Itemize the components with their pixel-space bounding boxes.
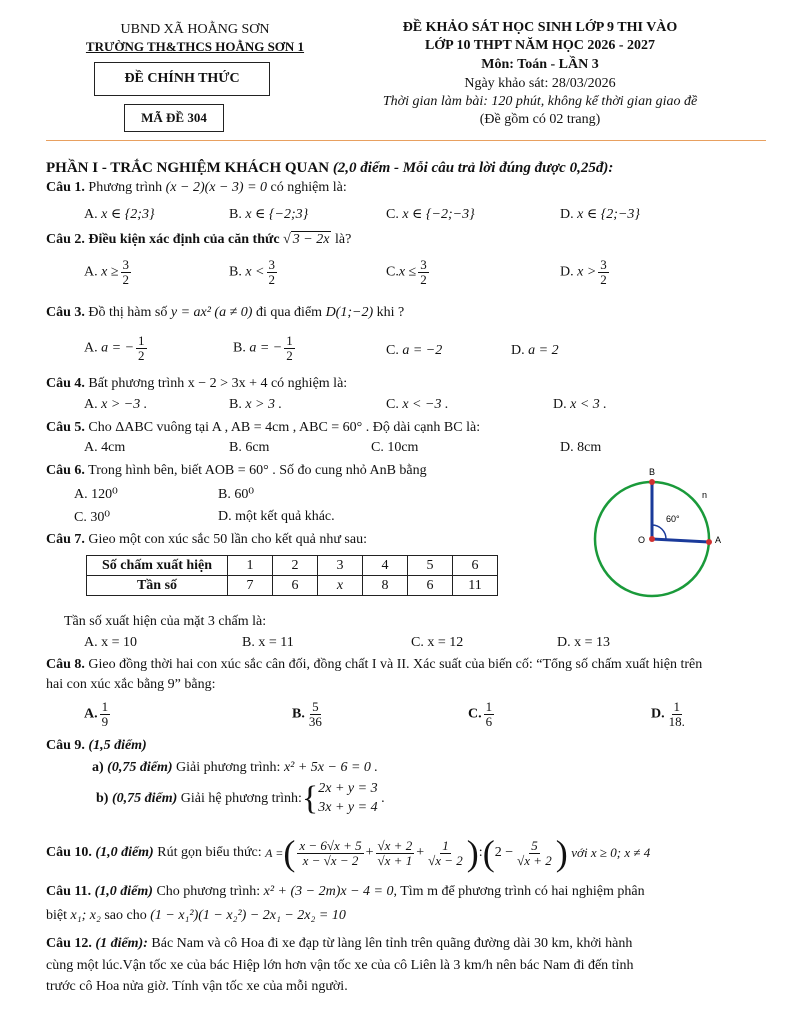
q1-a-value: x ∈ {2;3}: [101, 207, 155, 222]
q10-f4-num: 5: [531, 837, 538, 853]
q9-label: Câu 9.: [46, 738, 85, 753]
q10-two: 2 −: [494, 845, 514, 860]
q10-divide: :: [478, 845, 483, 860]
question-11-line2: [46, 908, 346, 924]
q3-b-num: 1: [286, 333, 293, 348]
q5-option-d[interactable]: D. 8cm: [560, 440, 602, 455]
q9a-label: a): [92, 760, 104, 775]
q11-line2: biệt: [46, 908, 67, 923]
q2-b-label: B.: [229, 264, 242, 280]
q8-option-a[interactable]: [84, 700, 112, 728]
q4-d-label: D.: [553, 397, 567, 412]
q3-c-label: C.: [386, 343, 399, 358]
q8-label: Câu 8.: [46, 657, 85, 672]
q7-text: Gieo một con xúc sắc 50 lần cho kết quả như sau:: [88, 532, 367, 547]
table-cell: x: [318, 576, 363, 596]
q7-ask: Tần số xuất hiện của mặt 3 chấm là:: [64, 614, 267, 629]
q2-d-num: 3: [600, 257, 607, 272]
q7-label: Câu 7.: [46, 532, 85, 547]
q2-c-num: 3: [420, 257, 427, 272]
q11-mid: sao cho: [104, 908, 147, 923]
q10-expr-name: A =: [265, 845, 284, 860]
question-10: Câu 10. (1,0 điểm) Rút gọn biểu thức: A = ( $\frac{x - 6√x + 5}{x - √x - 2}$ + $\frac{√x + 2}{√x + 1}$ + $\frac{1}{√x - 2}$ ) : ( 2 − $\frac{5}{√x + 2}$ ) với x ≥ 0; x ≠ 4: [46, 833, 651, 873]
q9b-text: Giải hệ phương trình:: [180, 790, 302, 806]
q3-d-label: D.: [511, 343, 525, 358]
q9a-text: Giải phương trình:: [176, 760, 281, 775]
header-divider: [46, 140, 766, 141]
q2-d-label: D.: [560, 264, 574, 280]
q3-b-value: a = −: [249, 340, 283, 356]
question-7: [46, 532, 367, 548]
q3-option-b[interactable]: [233, 334, 297, 362]
question-11: [46, 884, 645, 900]
q9-score: (1,5 điểm): [88, 738, 147, 753]
table-cell: 11: [453, 576, 498, 596]
q1-equation: (x − 2)(x − 3) = 0: [165, 180, 268, 195]
table-row: [87, 556, 498, 576]
q6-option-a[interactable]: A. 120⁰: [74, 487, 118, 502]
question-9: [46, 738, 147, 754]
school-district: UBND XÃ HOẰNG SƠN: [120, 22, 270, 37]
system-equations: [318, 780, 377, 818]
exam-title-1: ĐỀ KHẢO SÁT HỌC SINH LỚP 9 THI VÀO: [402, 20, 678, 35]
q8-b-num: 5: [312, 699, 319, 714]
q8-b-den: 36: [308, 713, 322, 729]
q8-d-den: 18.: [668, 713, 685, 729]
q8-b-label: B.: [292, 706, 305, 722]
circle-figure: [590, 460, 730, 620]
q3-option-c[interactable]: [386, 343, 442, 359]
q4-b-label: B.: [229, 397, 242, 412]
q1-option-b[interactable]: [229, 206, 308, 223]
q8-c-label: C.: [468, 706, 482, 722]
q2-text: Câu 2. Điều kiện xác định của căn thức: [46, 232, 280, 247]
paren-close: ): [466, 833, 479, 873]
table-cell: 6: [273, 576, 318, 596]
q4-a-label: A.: [84, 397, 98, 412]
q3-option-d[interactable]: [511, 343, 559, 359]
table-row: [87, 576, 498, 596]
part1-title: PHẦN I - TRẮC NGHIỆM KHÁCH QUAN: [46, 160, 330, 176]
q4-d-value: x < 3 .: [570, 397, 607, 412]
q1-b-label: B.: [229, 207, 242, 222]
q3-label: Câu 3.: [46, 305, 85, 320]
q11-condition: (1 − x₁²)(1 − x₂²) − 2x₁ − 2x₂ = 10: [150, 908, 346, 923]
q8-option-b[interactable]: [292, 700, 326, 728]
system-brace: {: [301, 779, 319, 817]
table-cell: 1: [228, 556, 273, 576]
q2-b-den: 2: [268, 271, 276, 287]
q2-a-value: x ≥: [101, 264, 119, 280]
q1-option-c[interactable]: [386, 206, 475, 223]
table-cell: 3: [318, 556, 363, 576]
q11-score: (1,0 điểm): [94, 884, 153, 899]
q8-option-c[interactable]: [468, 700, 496, 728]
q10-f2-num: √x + 2: [377, 837, 413, 853]
q1-c-value: x ∈ {−2;−3}: [402, 207, 475, 222]
q3-text: Đồ thị hàm số: [88, 305, 168, 320]
paren-open-2: (: [482, 833, 495, 873]
exam-subject: Môn: Toán - LẦN 3: [481, 57, 599, 72]
q8-c-den: 6: [485, 713, 493, 729]
system-eq-1: 2x + y = 3: [318, 781, 378, 796]
q2-c-label: C.: [386, 264, 399, 280]
point-o: [649, 536, 655, 542]
paren-close-2: ): [555, 833, 568, 873]
q10-f2-den: √x + 1: [377, 852, 413, 868]
q10-f1-den: x − √x − 2: [302, 852, 359, 868]
exam-code: MÃ ĐỀ 304: [124, 104, 224, 132]
q11-label: Câu 11.: [46, 884, 92, 899]
q2-c-value: x ≤: [398, 264, 417, 280]
q1-label: Câu 1.: [46, 180, 85, 195]
q2-d-den: 2: [600, 271, 607, 287]
q3-b-label: B.: [233, 340, 246, 356]
q12-label: Câu 12.: [46, 936, 92, 951]
label-b: B: [649, 467, 656, 477]
q2-option-a[interactable]: [84, 258, 133, 286]
label-angle: 60°: [666, 514, 680, 524]
q1-text: Phương trình: [88, 180, 163, 195]
q4-inequality: x − 2 > 3x + 4: [187, 376, 268, 391]
exam-date: Ngày khảo sát: 28/03/2026: [464, 76, 616, 91]
q2-tail: là?: [334, 232, 352, 247]
question-5: [46, 420, 480, 436]
label-a: A: [715, 535, 722, 545]
q10-text: Rút gọn biểu thức:: [157, 845, 262, 860]
q12-line3: trước cô Hoa nửa giờ. Tính vận tốc xe của mỗi người.: [46, 979, 348, 994]
label-n: n: [702, 490, 708, 500]
official-stamp: ĐỀ CHÍNH THỨC: [94, 62, 270, 96]
q1-a-label: A.: [84, 207, 98, 222]
q1-option-d[interactable]: [560, 206, 640, 223]
exam-pages: (Đề gồm có 02 trang): [479, 112, 601, 127]
question-12: [46, 936, 632, 952]
q6-option-b[interactable]: B. 60⁰: [218, 487, 254, 502]
q7-option-a[interactable]: A. x = 10: [84, 635, 138, 650]
q1-d-value: x ∈ {2;−3}: [577, 207, 641, 222]
q8-a-num: 1: [101, 699, 109, 714]
table-header-cell: Tần số: [87, 576, 228, 596]
q8-text-line2: hai con xúc xắc bằng 9” bằng:: [46, 677, 216, 692]
q3-point: D(1;−2): [325, 305, 374, 320]
exam-title-2: LỚP 10 THPT NĂM HỌC 2026 - 2027: [424, 38, 656, 53]
q2-a-label: A.: [84, 264, 98, 280]
q9a-score: (0,75 điểm): [107, 760, 173, 775]
question-2: Câu 2. Điều kiện xác định của căn thức √ 3 − 2x là?: [46, 232, 352, 247]
q3-mid: đi qua điểm: [255, 305, 323, 320]
paren-open: (: [283, 833, 296, 873]
point-b: [649, 479, 655, 485]
q8-d-num: 1: [673, 699, 680, 714]
q8-option-d[interactable]: [651, 700, 689, 728]
q11-text: Cho phương trình:: [156, 884, 261, 899]
q4-tail: có nghiệm là:: [270, 376, 348, 391]
q3-a-num: 1: [138, 333, 145, 348]
q3-b-den: 2: [286, 347, 293, 363]
q3-option-a[interactable]: [84, 334, 149, 362]
q1-tail: có nghiệm là:: [270, 180, 347, 195]
q3-c-value: a = −2: [402, 343, 443, 358]
q4-a-value: x > −3 .: [101, 397, 148, 412]
q12-line1: Bác Nam và cô Hoa đi xe đạp từ làng lên tỉnh trên quãng đường dài 30 km, khởi hành: [151, 936, 633, 951]
q3-a-value: a = −: [101, 340, 135, 356]
q4-label: Câu 4.: [46, 376, 85, 391]
q4-option-a[interactable]: [84, 397, 147, 413]
q7-option-c[interactable]: C. x = 12: [411, 635, 464, 650]
q12-line2: cùng một lúc.Vận tốc xe của bác Hiệp lớn hơn vận tốc xe của cô Liên là 3 km/h nên bác Nam đi đến tỉnh: [46, 958, 634, 973]
question-3: [46, 305, 404, 321]
q3-a-label: A.: [84, 340, 98, 356]
q2-a-num: 3: [122, 257, 130, 272]
q5-option-a[interactable]: A. 4cm: [84, 440, 126, 455]
table-header-cell: Số chấm xuất hiện: [87, 556, 228, 576]
q3-tail: khi ?: [376, 305, 405, 320]
q4-text: Bất phương trình: [88, 376, 185, 391]
table-cell: 6: [453, 556, 498, 576]
q2-a-den: 2: [122, 271, 130, 287]
label-o: O: [638, 535, 646, 545]
system-eq-2: 3x + y = 4: [318, 799, 378, 815]
part1-score: (2,0 điểm - Mỗi câu trả lời đúng được 0,25đ):: [332, 160, 614, 176]
q5-option-c[interactable]: C. 10cm: [371, 440, 419, 455]
q5-text: Cho ΔABC vuông tại A , AB = 4cm , ABC = 60° . Độ dài cạnh BC là:: [88, 420, 481, 435]
q2-d-value: x >: [577, 264, 597, 280]
question-4: [46, 376, 347, 392]
q6-text: Trong hình bên, biết AOB = 60° . Số đo cung nhỏ AnB bằng: [88, 463, 427, 478]
q11-equation: x² + (3 − 2m)x − 4 = 0: [263, 884, 394, 899]
q4-b-value: x > 3 .: [245, 397, 283, 412]
q9a-equation: x² + 5x − 6 = 0 .: [283, 760, 378, 775]
q8-a-den: 9: [101, 713, 109, 729]
table-cell: 2: [273, 556, 318, 576]
part1-heading: [46, 160, 613, 177]
exam-duration: Thời gian làm bài: 120 phút, không kể thời gian giao đề: [382, 94, 698, 109]
table-cell: 4: [363, 556, 408, 576]
q1-c-label: C.: [386, 207, 399, 222]
q2-b-value: x <: [245, 264, 265, 280]
q9b-label: b): [96, 790, 109, 806]
point-a: [706, 539, 712, 545]
q5-option-b[interactable]: B. 6cm: [229, 440, 270, 455]
school-name: TRƯỜNG TH&THCS HOẰNG SƠN 1: [85, 39, 305, 54]
q4-option-c[interactable]: [386, 397, 448, 413]
q5-label: Câu 5.: [46, 420, 85, 435]
table-cell: 5: [408, 556, 453, 576]
question-1: [46, 180, 347, 196]
q10-f1-num: x − 6√x + 5: [299, 837, 362, 853]
q1-b-value: x ∈ {−2;3}: [245, 207, 309, 222]
question-6: [46, 463, 427, 479]
q3-equation: y = ax² (a ≠ 0): [170, 305, 253, 320]
q7-option-b[interactable]: B. x = 11: [242, 635, 294, 650]
q8-c-num: 1: [485, 699, 493, 714]
q4-c-value: x < −3 .: [402, 397, 449, 412]
q2-option-d[interactable]: [560, 258, 611, 286]
q6-option-c[interactable]: C. 30⁰: [74, 510, 110, 525]
q4-option-d[interactable]: [553, 397, 607, 413]
q11-vars: x₁; x₂: [70, 908, 101, 923]
q1-option-a[interactable]: [84, 206, 155, 223]
frequency-table: [86, 555, 498, 596]
q3-d-value: a = 2: [528, 343, 559, 358]
q8-d-label: D.: [651, 706, 665, 722]
q2-b-num: 3: [268, 257, 276, 272]
q6-option-d[interactable]: D. một kết quả khác.: [218, 509, 335, 524]
q12-score: (1 điểm):: [95, 936, 148, 951]
q10-f3-num: 1: [442, 837, 449, 853]
q9b-score: (0,75 điểm): [111, 790, 178, 806]
q11-tail: , Tìm m để phương trình có hai nghiệm phân: [393, 884, 645, 899]
table-cell: 7: [228, 576, 273, 596]
q8-a-label: A.: [84, 706, 98, 722]
q10-f3-den: √x − 2: [428, 852, 463, 868]
q10-f4-den: √x + 2: [517, 852, 552, 868]
q10-score: (1,0 điểm): [95, 845, 154, 860]
q1-d-label: D.: [560, 207, 574, 222]
q6-label: Câu 6.: [46, 463, 85, 478]
q3-a-den: 2: [138, 347, 145, 363]
q4-c-label: C.: [386, 397, 399, 412]
radius-oa: [652, 539, 709, 542]
q7-option-d[interactable]: D. x = 13: [557, 635, 611, 650]
table-cell: 8: [363, 576, 408, 596]
q2-radicand: 3 − 2x: [292, 232, 330, 247]
q4-option-b[interactable]: [229, 397, 282, 413]
q9-part-a: [92, 760, 378, 776]
q10-condition: với x ≥ 0; x ≠ 4: [571, 845, 651, 860]
q8-text: Gieo đồng thời hai con xúc sắc cân đối, đồng chất I và II. Xác suất của biến cố: “Tổng số chấm xuất hiện trên: [88, 657, 703, 672]
question-8: [46, 657, 702, 673]
table-cell: 6: [408, 576, 453, 596]
q2-option-b[interactable]: [229, 258, 279, 286]
q2-option-c[interactable]: [386, 258, 431, 286]
q10-label: Câu 10.: [46, 845, 92, 860]
q2-c-den: 2: [420, 271, 427, 287]
q9-part-b: b) (0,75 điểm) Giải hệ phương trình: { 2x + y = 3 3x + y = 4 .: [96, 779, 385, 817]
